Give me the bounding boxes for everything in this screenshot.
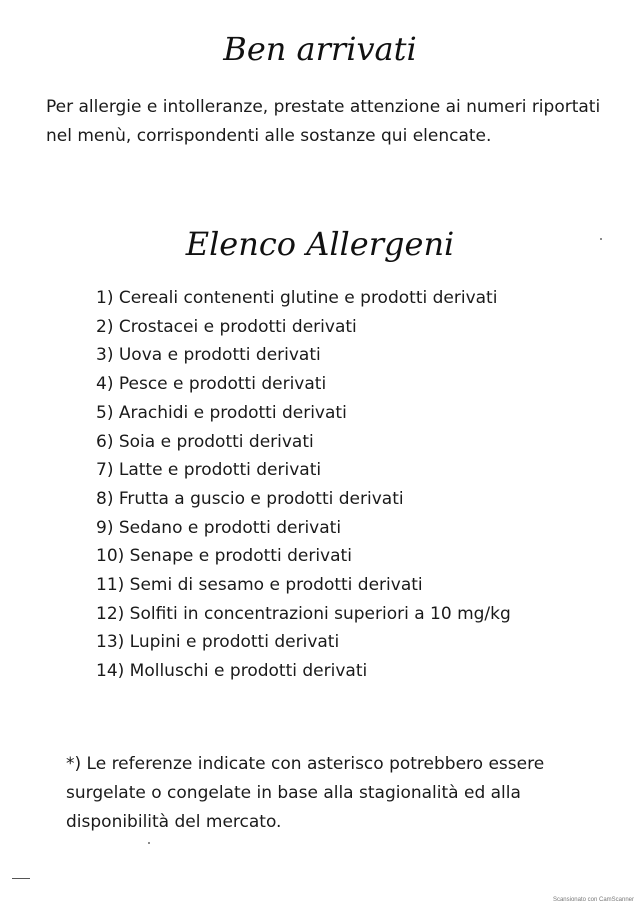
allergen-item: 14) Molluschi e prodotti derivati: [96, 661, 368, 682]
allergen-item: 2) Crostacei e prodotti derivati: [96, 316, 357, 337]
scan-speck: [148, 842, 150, 844]
allergen-item: 3) Uova e prodotti derivati: [96, 345, 321, 366]
allergen-list: [96, 284, 566, 686]
allergen-list-title: Elenco Allergeni: [185, 225, 455, 263]
allergen-item: 7) Latte e prodotti derivati: [96, 460, 322, 481]
scanner-credit: Scansionato con CamScanner: [552, 897, 634, 903]
scan-speck: [600, 238, 602, 240]
allergen-item: 8) Frutta a guscio e prodotti derivati: [96, 488, 404, 509]
allergen-item: 4) Pesce e prodotti derivati: [96, 374, 327, 395]
allergen-item: 12) Solfiti in concentrazioni superiori a 10 mg/kg: [96, 603, 511, 624]
welcome-title: Ben arrivati: [223, 30, 417, 68]
scan-artifact-line: [12, 878, 30, 879]
allergen-item: 9) Sedano e prodotti derivati: [96, 517, 342, 538]
intro-paragraph: Per allergie e intolleranze, prestate attenzione ai numeri riportati nel menù, corrispondenti alle sostanze qui elencate.: [46, 97, 601, 146]
allergen-item: 13) Lupini e prodotti derivati: [96, 632, 340, 653]
allergen-item: 10) Senape e prodotti derivati: [96, 546, 352, 567]
allergen-item: 11) Semi di sesamo e prodotti derivati: [96, 575, 423, 596]
footnote: *) Le referenze indicate con asterisco potrebbero essere surgelate o congelate in base alla stagionalità ed alla disponibilità del mercato.: [66, 754, 545, 832]
allergen-item: 6) Soia e prodotti derivati: [96, 431, 314, 452]
allergen-item: 1) Cereali contenenti glutine e prodotti derivati: [96, 288, 498, 308]
allergen-item: 5) Arachidi e prodotti derivati: [96, 402, 347, 423]
